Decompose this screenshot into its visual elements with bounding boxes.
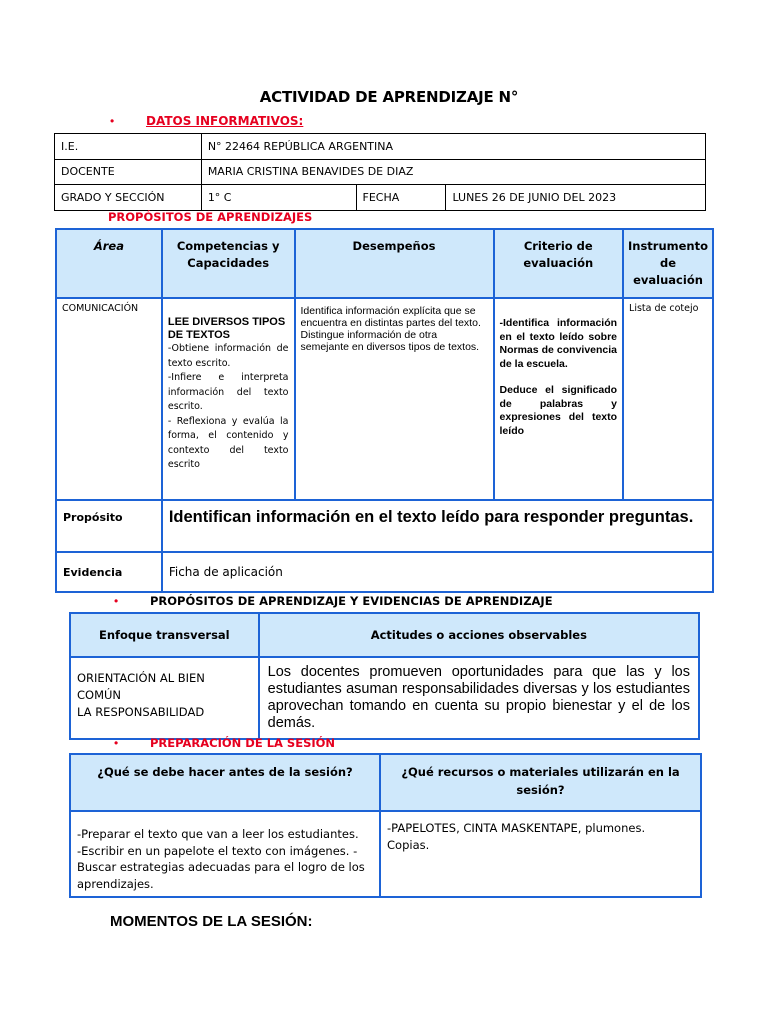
area-cell	[56, 298, 162, 500]
evidencia-value: Ficha de aplicación	[162, 552, 713, 592]
capacidad-item: - Reflexiona y evalúa la forma, el contenido y contexto del texto escrito	[167, 415, 289, 470]
antes-item: -Preparar el texto que van a leer los estudiantes.	[77, 827, 359, 841]
recurso-item: -PAPELOTES, CINTA MASKENTAPE, plumones.	[387, 821, 646, 835]
section-propositos-evidencias: PROPÓSITOS DE APRENDIZAJE Y EVIDENCIAS DE APRENDIZAJE	[150, 594, 553, 608]
bullet: •	[114, 594, 119, 608]
table-row	[56, 298, 713, 500]
header-desempenos: Desempeños	[295, 229, 494, 298]
enfoque-value-2: LA RESPONSABILIDAD	[77, 705, 205, 719]
table-row	[70, 811, 701, 897]
grado-value: 1° C	[201, 185, 356, 211]
header-antes-sesion: ¿Qué se debe hacer antes de la sesión?	[70, 754, 380, 811]
recurso-item: Copias.	[387, 837, 430, 852]
docente-label: DOCENTE	[55, 159, 202, 185]
bullet: •	[114, 736, 119, 750]
section-datos-informativos: DATOS INFORMATIVOS:	[146, 114, 304, 128]
proposito-label: Propósito	[56, 500, 162, 552]
enfoque-cell	[70, 657, 259, 739]
criterio-1: -Identifica información en el texto leído sobre Normas de convivencia de la escuela.	[499, 317, 618, 370]
recursos-cell	[380, 811, 701, 897]
propositos-table	[55, 228, 714, 593]
table-row	[56, 552, 713, 592]
capacidad-item: -Obtiene información de texto escrito.	[167, 343, 289, 369]
competencia-title: LEE DIVERSOS TIPOS DE TEXTOS	[167, 316, 286, 341]
section-momentos: MOMENTOS DE LA SESIÓN:	[110, 913, 313, 930]
header-competencias: Competencias y Capacidades	[162, 229, 295, 298]
capacidad-item: -Infiere e interpreta información del texto escrito.	[167, 372, 289, 412]
instrumento-cell	[623, 298, 713, 500]
table-row	[55, 134, 706, 160]
area-value: COMUNICACIÓN	[62, 303, 139, 314]
table-header-row	[70, 613, 699, 657]
table-row	[70, 657, 699, 739]
evidencia-label: Evidencia	[56, 552, 162, 592]
fecha-label: FECHA	[356, 185, 446, 211]
competencias-cell	[162, 298, 295, 500]
section-propositos: PROPÓSITOS DE APRENDIZAJES	[108, 210, 313, 224]
header-recursos: ¿Qué recursos o materiales utilizarán en la sesión?	[380, 754, 701, 811]
table-row	[55, 185, 706, 211]
bullet: •	[110, 114, 115, 128]
table-header-row	[56, 229, 713, 298]
table-row	[56, 500, 713, 552]
docente-value: MARIA CRISTINA BENAVIDES DE DIAZ	[201, 159, 705, 185]
desempeno-text: Identifica información explícita que se encuentra en distintas partes del texto. Distingue información de otra semejante en diversos tipos de textos.	[300, 305, 481, 353]
preparacion-table	[69, 753, 702, 898]
ie-label: I.E.	[55, 134, 202, 160]
grado-label: GRADO Y SECCIÓN	[55, 185, 202, 211]
header-area: Área	[56, 229, 162, 298]
enfoque-table	[69, 612, 700, 740]
info-table	[54, 133, 706, 211]
table-header-row	[70, 754, 701, 811]
enfoque-value: ORIENTACIÓN AL BIEN COMÚN	[77, 671, 205, 702]
header-enfoque: Enfoque transversal	[70, 613, 259, 657]
actitudes-value: Los docentes promueven oportunidades para que las y los estudiantes asuman responsabilidades diversas y los estudiantes aprovechan tomando en cuenta su propio bienestar y el de los demás.	[259, 657, 699, 739]
criterio-2: Deduce el significado de palabras y expresiones del texto leído	[499, 384, 618, 437]
instrumento-value: Lista de cotejo	[629, 303, 699, 314]
proposito-value: Identifican información en el texto leído para responder preguntas.	[162, 500, 713, 552]
section-preparacion: PREPARACIÓN DE LA SESIÓN	[150, 736, 336, 750]
page-title: ACTIVIDAD DE APRENDIZAJE N°	[259, 88, 519, 106]
antes-sesion-cell	[70, 811, 380, 897]
table-row	[55, 159, 706, 185]
fecha-value: LUNES 26 DE JUNIO DEL 2023	[446, 185, 706, 211]
header-actitudes: Actitudes o acciones observables	[259, 613, 699, 657]
antes-item: -Escribir en un papelote el texto con imágenes. -Buscar estrategias adecuadas para el logro de los aprendizajes.	[77, 843, 365, 891]
desempenos-cell	[295, 298, 494, 500]
criterio-cell	[494, 298, 624, 500]
header-instrumento: Instrumento de evaluación	[623, 229, 713, 298]
ie-value: N° 22464 REPÚBLICA ARGENTINA	[201, 134, 705, 160]
header-criterio: Criterio de evaluación	[494, 229, 624, 298]
